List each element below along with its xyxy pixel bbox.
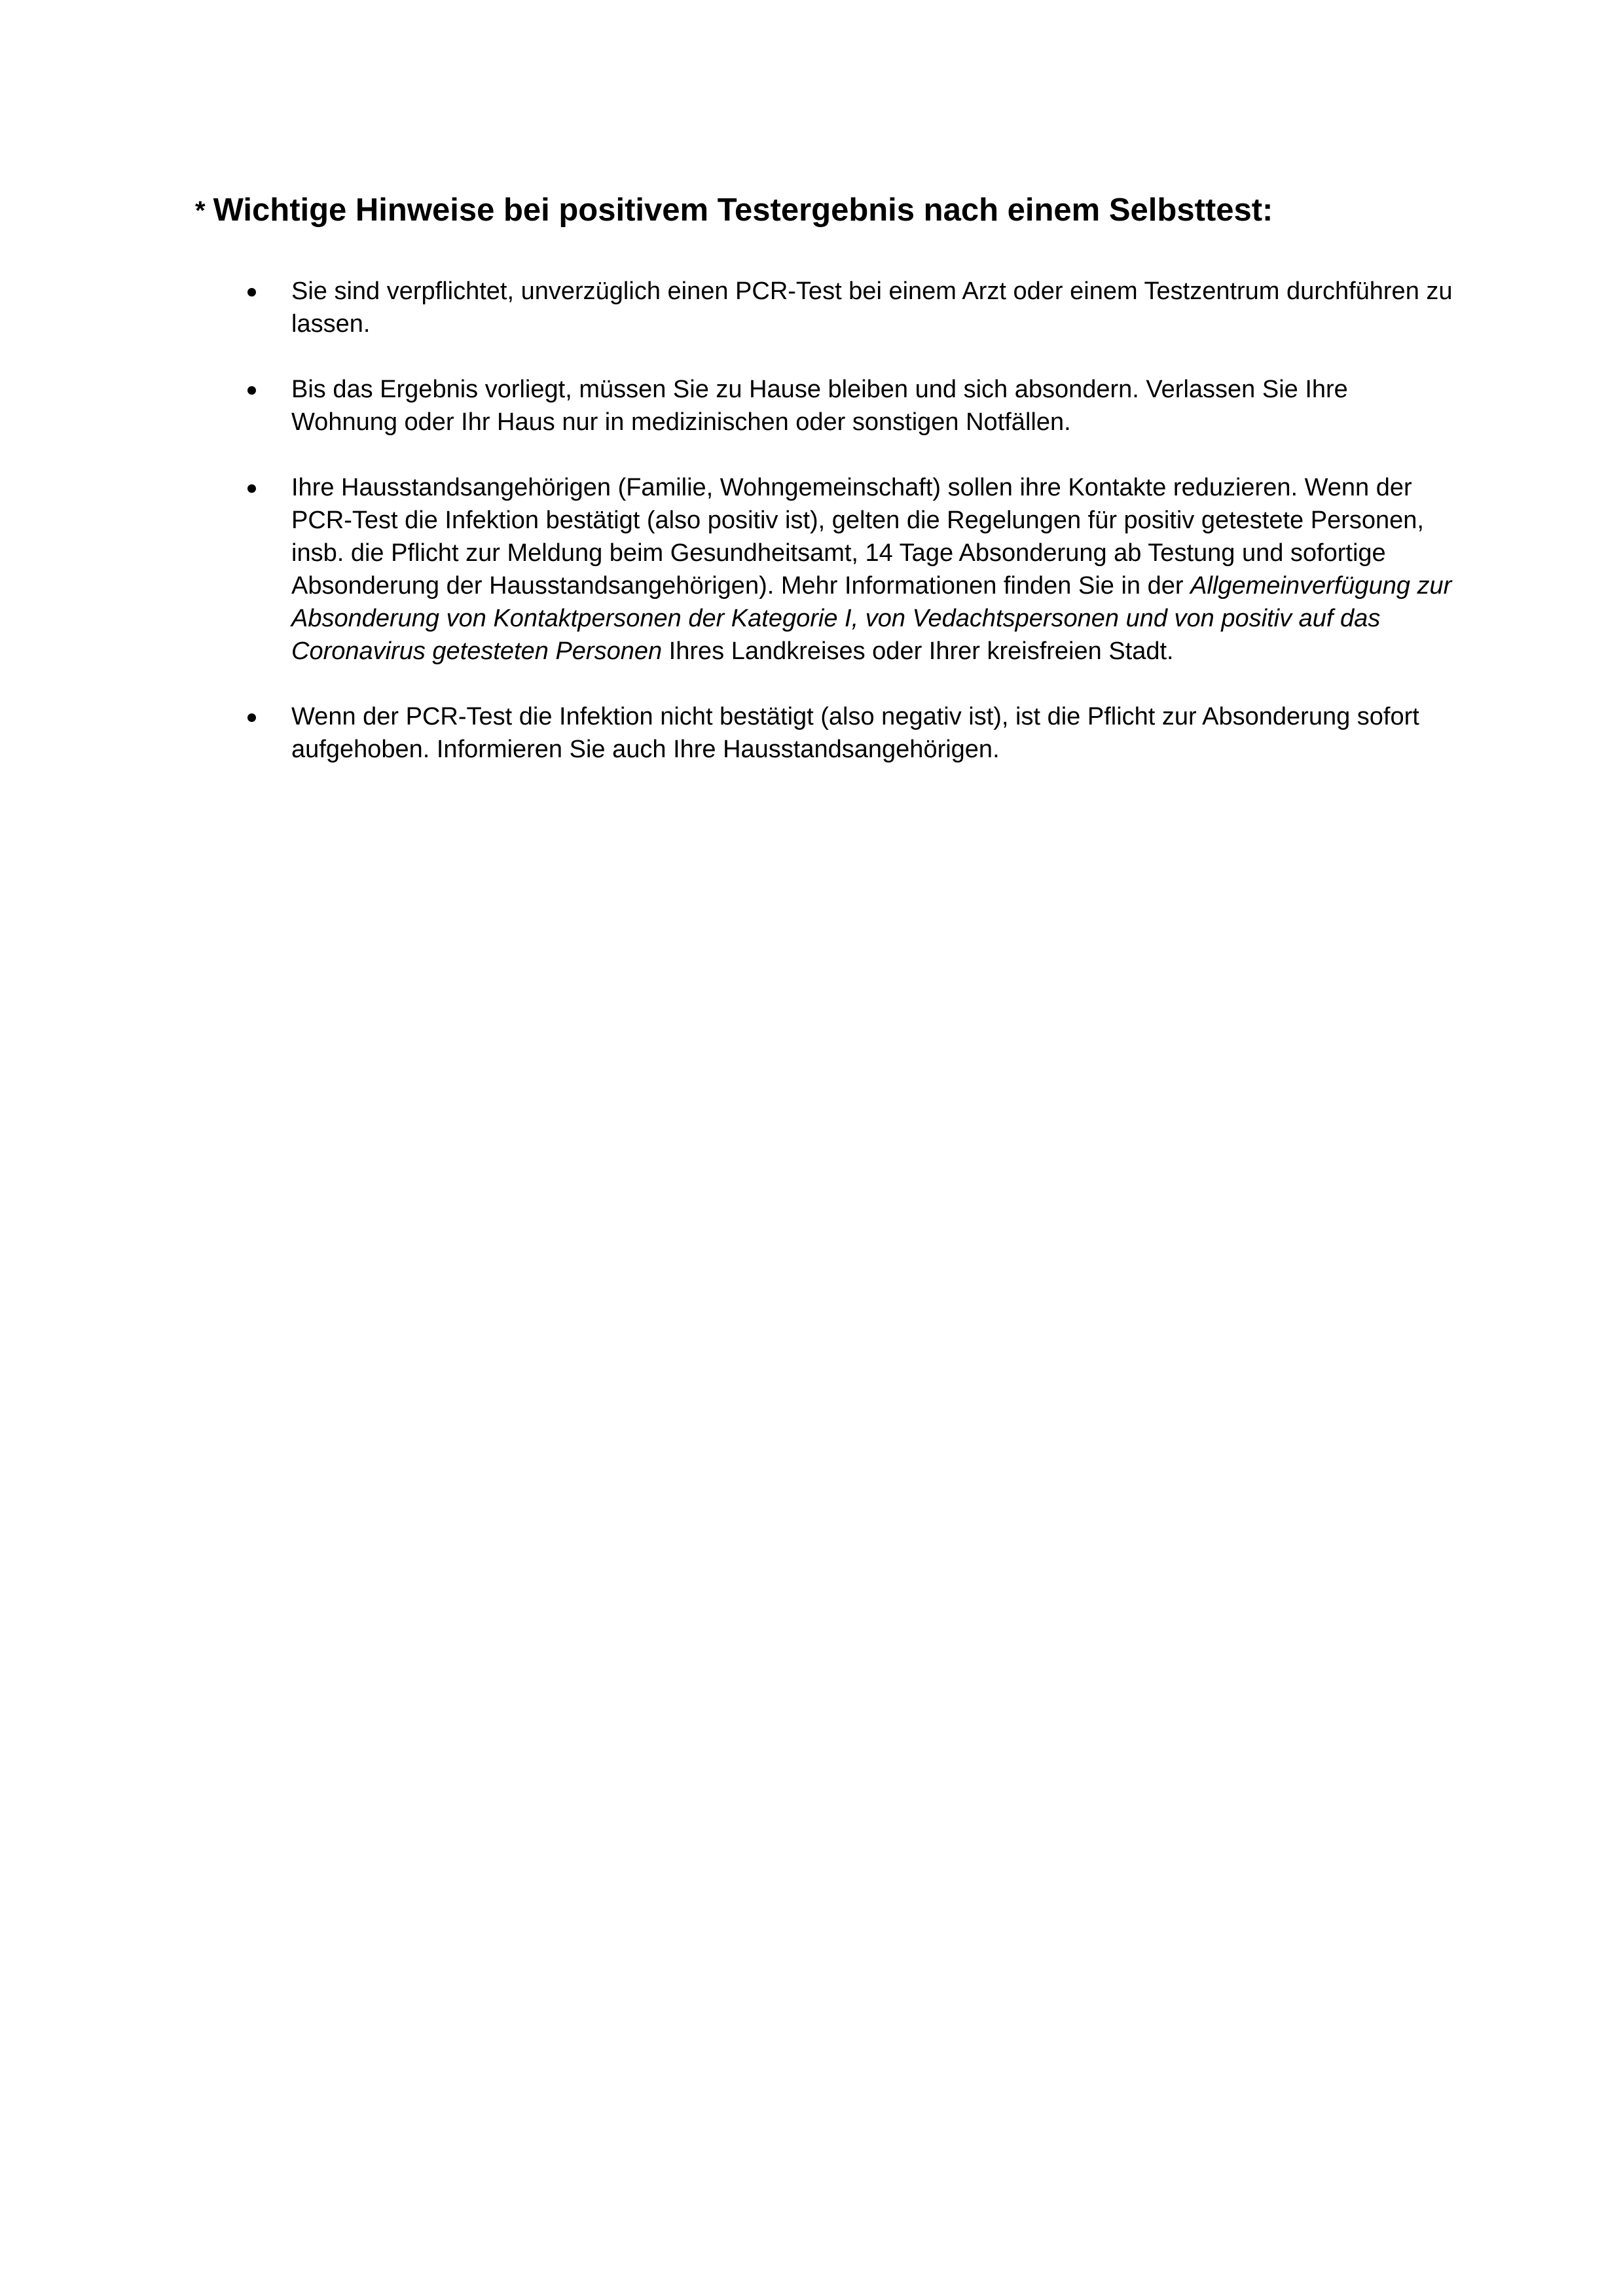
hint-item-negative-result (242, 700, 1453, 766)
bullet-icon (247, 288, 256, 296)
heading-text: Wichtige Hinweise bei positivem Testergebnis nach einem Selbsttest: (213, 192, 1273, 228)
bullet-icon (247, 386, 256, 395)
hint-item-stay-home (242, 373, 1453, 439)
hint-text: Wenn der PCR-Test die Infektion nicht bestätigt (also negativ ist), ist die Pflicht zur Absonderung sofort aufgehoben. Informieren Sie auch Ihre Hausstandsangehörigen. (291, 703, 1419, 763)
bullet-icon (247, 713, 256, 722)
hint-text: Bis das Ergebnis vorliegt, müssen Sie zu Hause bleiben und sich absondern. Verlassen Sie Ihre Wohnung oder Ihr Haus nur in medizinischen oder sonstigen Notfällen. (291, 376, 1348, 436)
hint-text-after: Ihres Landkreises oder Ihrer kreisfreien Stadt. (662, 637, 1174, 665)
hint-item-pcr-test (242, 275, 1453, 340)
page-heading (195, 191, 1439, 230)
bullet-icon (247, 484, 256, 493)
hints-list (242, 275, 1453, 798)
hint-text (291, 474, 1451, 665)
hint-item-household (242, 471, 1453, 668)
hint-text: Sie sind verpflichtet, unverzüglich einen PCR-Test bei einem Arzt oder einem Testzentrum durchführen zu lassen. (291, 278, 1453, 338)
asterisk-marker: * (195, 196, 206, 225)
hint-text-before: Ihre Hausstandsangehörigen (Familie, Wohngemeinschaft) sollen ihre Kontakte reduzieren. Wenn der PCR-Test die Infektion bestätigt (also positiv ist), gelten die Regelungen für positiv getestete Personen, insb. die Pflicht zur Meldung beim Gesundheitsamt, 14 Tage Absonderung ab Testung und sofortige Absonderung der Hausstandsangehörigen). Mehr Informationen finden Sie in der (291, 474, 1424, 600)
general-decree-title: Allgemeinverfügung zur Absonderung von Kontaktpersonen der Kategorie I, von Vedachtspersonen und von positiv auf das Coronavirus getesteten Personen (291, 572, 1452, 665)
